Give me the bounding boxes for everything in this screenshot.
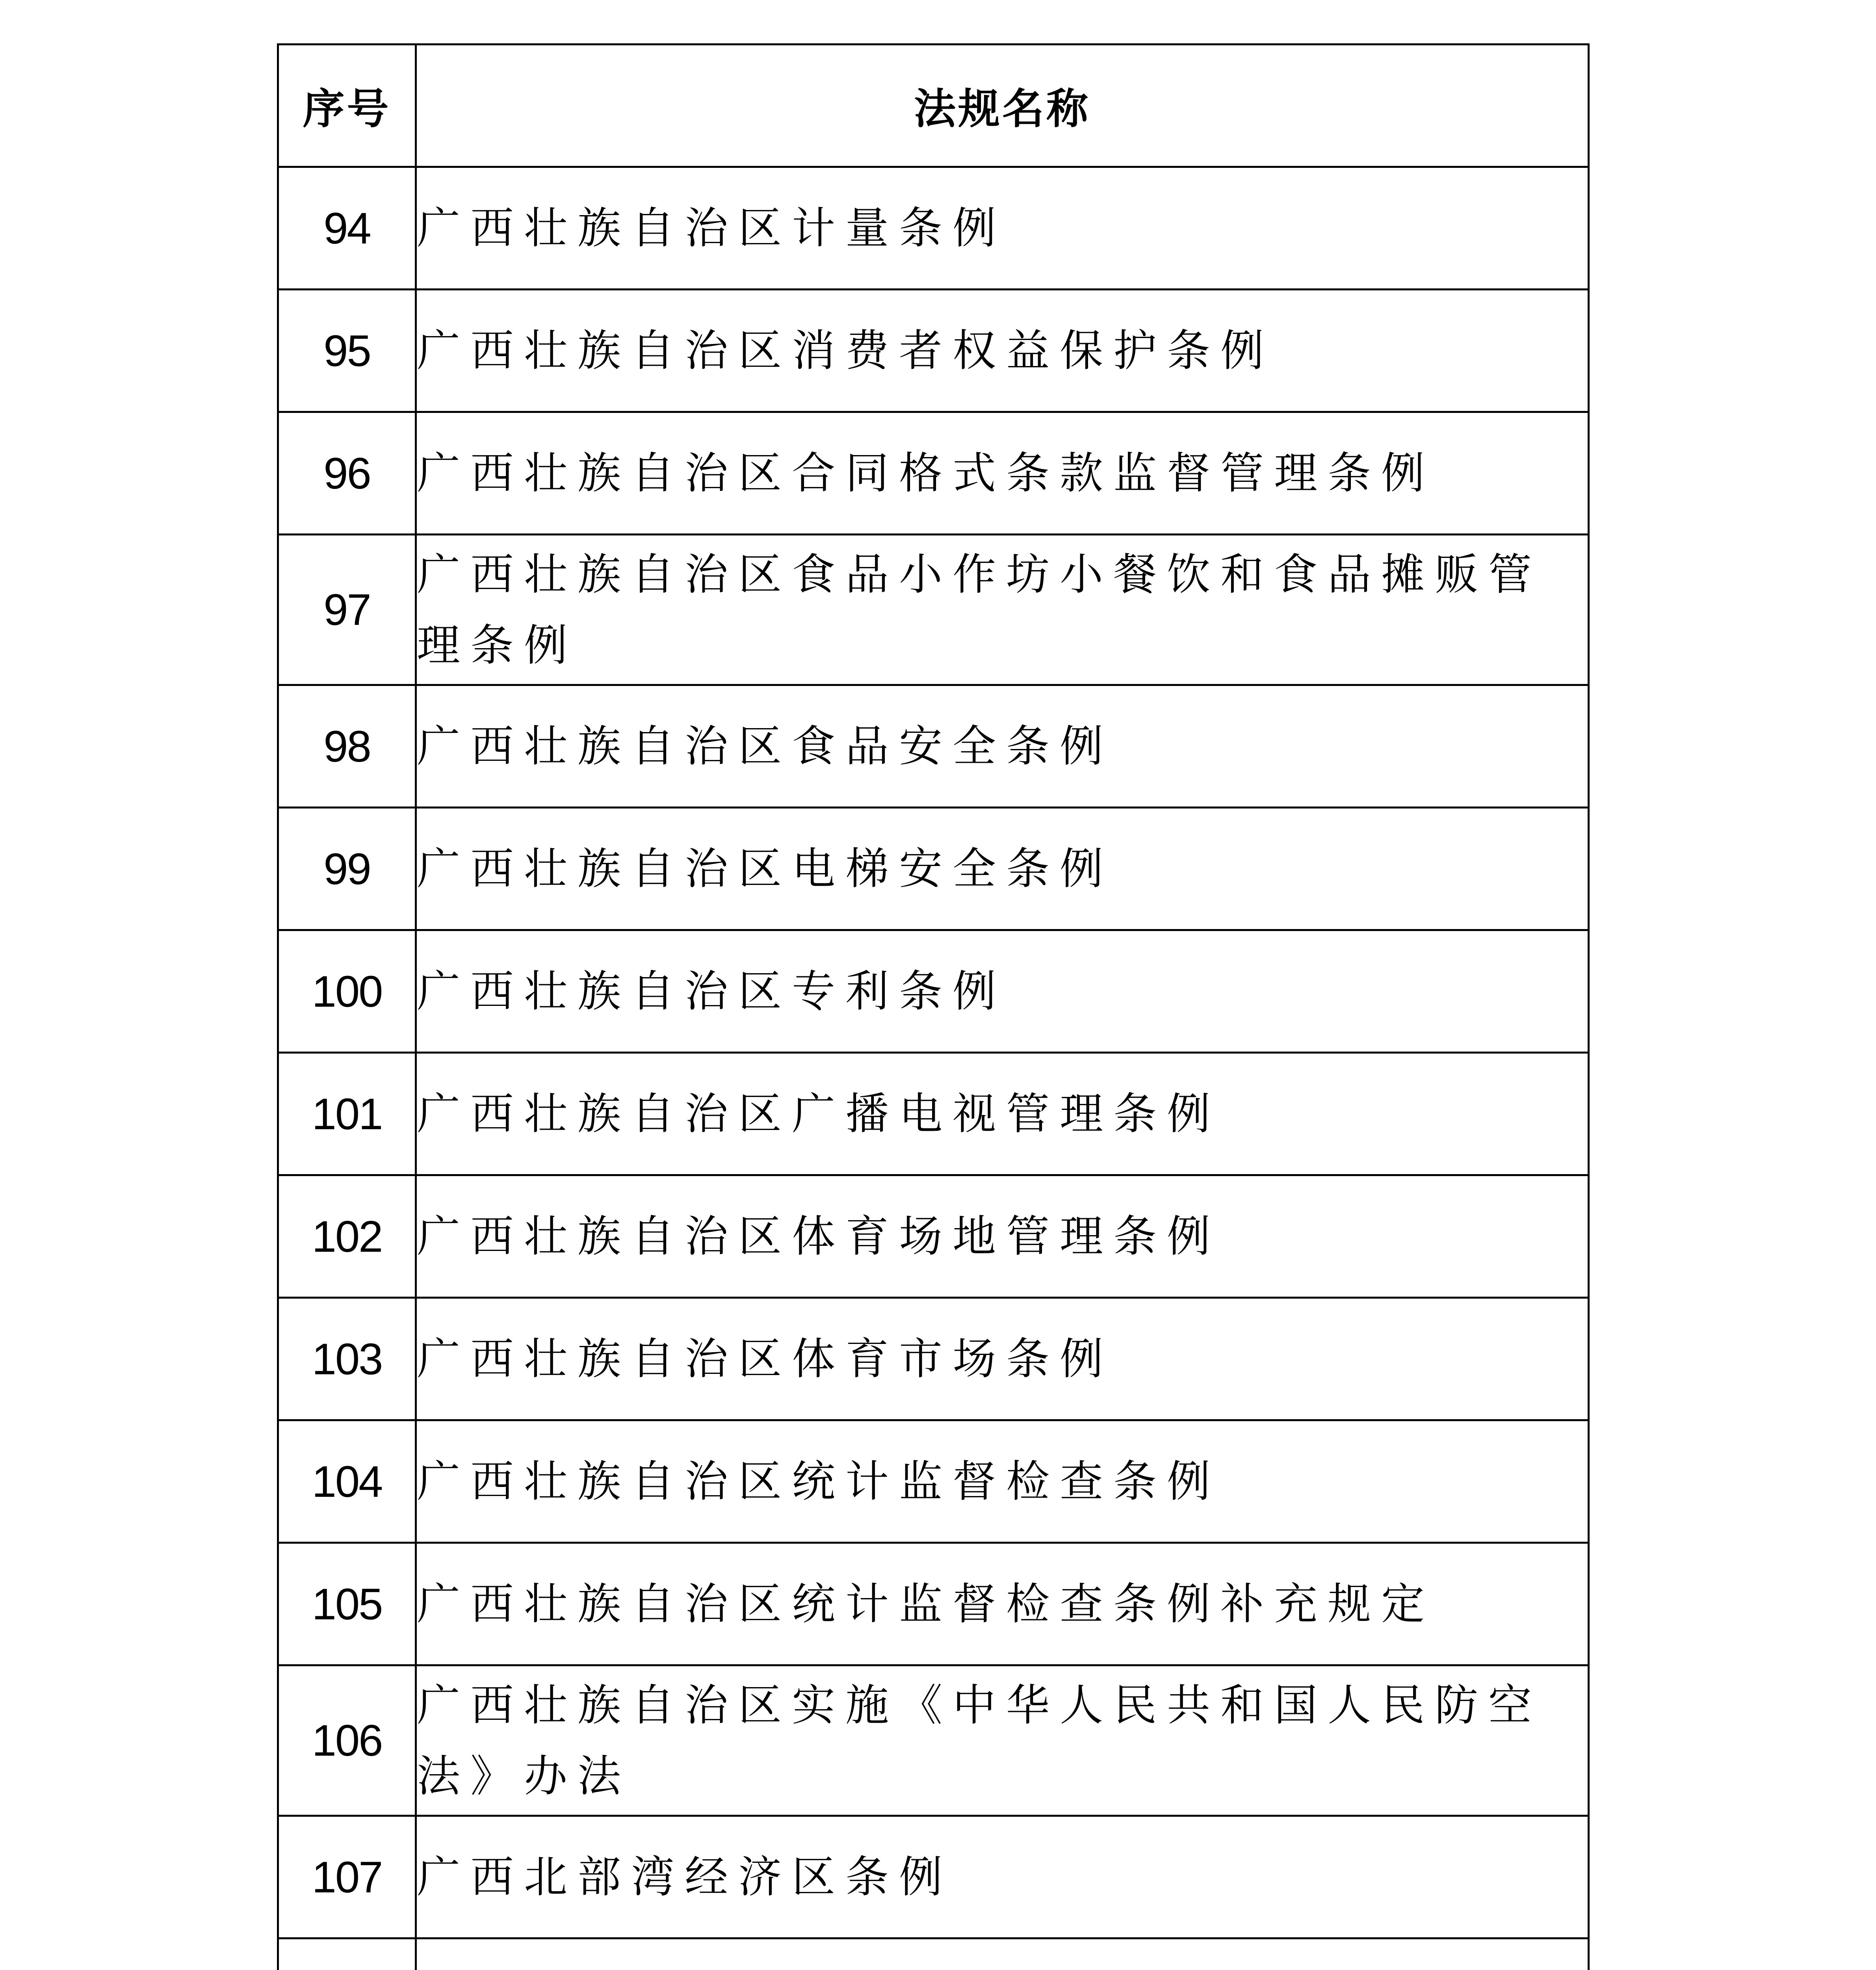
regulation-name: 广西壮族自治区食品小作坊小餐饮和食品摊贩管理条例	[416, 535, 1589, 685]
row-number: 100	[278, 930, 416, 1053]
regulation-name: 广西壮族自治区统计监督检查条例	[416, 1420, 1589, 1543]
row-number: 96	[278, 412, 416, 535]
header-regulation-name: 法规名称	[416, 45, 1589, 167]
regulation-name: 广西壮族自治区专利条例	[416, 930, 1589, 1053]
regulation-name: 广西壮族自治区广播电视管理条例	[416, 1053, 1589, 1175]
regulation-name: 广西壮族自治区统计监督检查条例补充规定	[416, 1543, 1589, 1665]
table-row	[278, 1053, 1589, 1175]
regulation-name: 广西壮族自治区体育场地管理条例	[416, 1175, 1589, 1298]
table-row	[278, 1543, 1589, 1665]
row-number: 103	[278, 1298, 416, 1420]
table-row	[278, 1816, 1589, 1938]
row-number: 98	[278, 685, 416, 808]
table-header-row	[278, 45, 1589, 167]
regulation-name: 广西壮族自治区计量条例	[416, 167, 1589, 290]
table-row	[278, 1175, 1589, 1298]
regulation-name: 广西壮族自治区体育市场条例	[416, 1298, 1589, 1420]
row-number: 105	[278, 1543, 416, 1665]
header-number: 序号	[278, 45, 416, 167]
regulation-name: 广西壮族自治区电梯安全条例	[416, 808, 1589, 930]
regulation-name: 广西壮族自治区合同格式条款监督管理条例	[416, 412, 1589, 535]
regulation-name	[416, 1938, 1589, 1970]
table-row	[278, 535, 1589, 685]
table-row	[278, 290, 1589, 412]
regulation-name: 广西壮族自治区实施《中华人民共和国人民防空法》办法	[416, 1665, 1589, 1816]
row-number	[278, 1938, 416, 1970]
table-row	[278, 1420, 1589, 1543]
table-row	[278, 685, 1589, 808]
table-row	[278, 1298, 1589, 1420]
table-row	[278, 808, 1589, 930]
table-row	[278, 930, 1589, 1053]
regulations-table-container	[277, 43, 1588, 1970]
regulation-name: 广西北部湾经济区条例	[416, 1816, 1589, 1938]
row-number: 95	[278, 290, 416, 412]
table-row	[278, 1665, 1589, 1816]
row-number: 107	[278, 1816, 416, 1938]
row-number: 106	[278, 1665, 416, 1816]
row-number: 102	[278, 1175, 416, 1298]
regulation-name: 广西壮族自治区食品安全条例	[416, 685, 1589, 808]
regulation-name: 广西壮族自治区消费者权益保护条例	[416, 290, 1589, 412]
row-number: 97	[278, 535, 416, 685]
table-row	[278, 167, 1589, 290]
table-row	[278, 412, 1589, 535]
table-row	[278, 1938, 1589, 1970]
row-number: 101	[278, 1053, 416, 1175]
row-number: 104	[278, 1420, 416, 1543]
row-number: 94	[278, 167, 416, 290]
row-number: 99	[278, 808, 416, 930]
regulations-table	[277, 43, 1590, 1970]
